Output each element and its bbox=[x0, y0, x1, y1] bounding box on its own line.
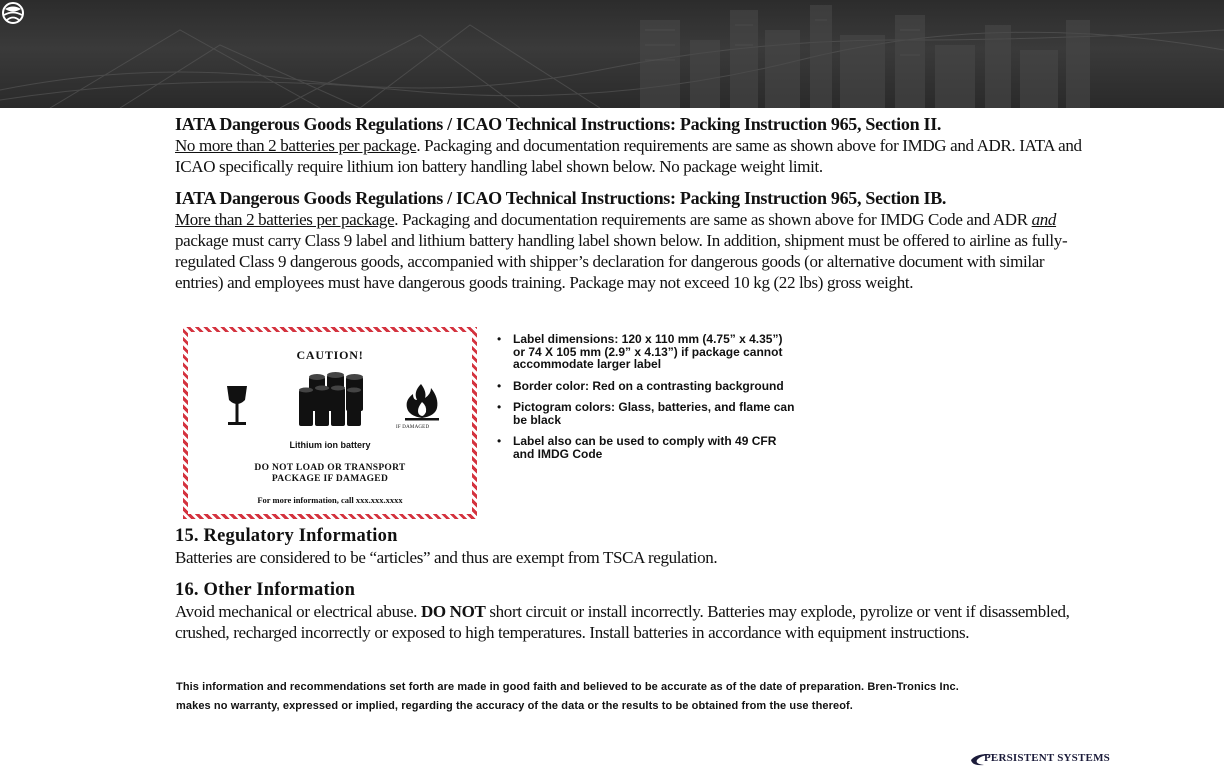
section-16-body bbox=[175, 601, 1090, 643]
label-battery-type: Lithium ion battery bbox=[289, 440, 371, 450]
section-15-body: Batteries are considered to be “articles” and thus are exempt from TSCA regulation. bbox=[175, 548, 718, 567]
section-ii-body bbox=[175, 135, 1090, 177]
label-note: • Border color: Red on a contrasting background bbox=[497, 380, 797, 393]
section-ii-text: . Packaging and documentation requirements are same as shown above for IMDG and ADR. IATA and ICAO specifically require lithium ion battery handling label shown below. No package weight limit. bbox=[175, 136, 1082, 176]
label-notes-list bbox=[497, 333, 797, 469]
label-warning-line1: DO NOT LOAD OR TRANSPORT bbox=[254, 463, 406, 473]
header-banner bbox=[0, 0, 1224, 108]
wine-glass-icon bbox=[224, 384, 250, 430]
section-16-text-1: Avoid mechanical or electrical abuse. bbox=[175, 602, 421, 621]
stylized-globe-icon bbox=[0, 0, 26, 26]
section-16 bbox=[175, 579, 1090, 643]
label-if-damaged: IF DAMAGED bbox=[396, 425, 430, 430]
label-note: • Pictogram colors: Glass, batteries, and flame can be black bbox=[497, 401, 797, 426]
batteries-icon bbox=[295, 372, 367, 428]
section-16-text-2: short circuit or install incorrectly. Batteries may explode, pyrolize or vent if disassembled, crushed, recharged incorrectly or exposed to high temperatures. Install batteries in accordance with equipment instructions. bbox=[175, 602, 1070, 642]
section-ii-limit: No more than 2 batteries per package bbox=[175, 136, 417, 155]
label-warning bbox=[188, 463, 472, 485]
label-more-info: For more information, call xxx.xxx.xxxx bbox=[257, 495, 403, 505]
section-ib-heading: IATA Dangerous Goods Regulations / ICAO Technical Instructions: Packing Instruction 965, Section IB. bbox=[175, 188, 947, 208]
label-caution: CAUTION! bbox=[296, 348, 364, 362]
section-ib-and: and bbox=[1031, 210, 1057, 229]
section-16-emphasis: DO NOT bbox=[420, 602, 486, 621]
persistent-systems-logo bbox=[970, 750, 1120, 770]
disclaimer-line2: makes no warranty, expressed or implied, regarding the accuracy of the data or the results to be obtained from the use thereof. bbox=[176, 700, 853, 712]
iata-sections bbox=[175, 113, 1090, 293]
flame-icon bbox=[401, 382, 443, 422]
footer-company-name: PERSISTENT SYSTEMS bbox=[984, 752, 1110, 764]
disclaimer bbox=[176, 678, 1091, 716]
disclaimer-line1: This information and recommendations set forth are made in good faith and believed to be accurate as of the date of preparation. Bren-Tronics Inc. bbox=[176, 681, 959, 693]
section-16-heading: 16. Other Information bbox=[175, 580, 356, 600]
label-note: • Label dimensions: 120 x 110 mm (4.75” x 4.35”) or 74 X 105 mm (2.9” x 4.13”) if package cannot accommodate larger label bbox=[497, 333, 797, 371]
lithium-battery-handling-label bbox=[183, 327, 477, 519]
section-ii-heading: IATA Dangerous Goods Regulations / ICAO Technical Instructions: Packing Instruction 965, Section II. bbox=[175, 114, 942, 134]
section-ib-body bbox=[175, 209, 1090, 293]
section-ib-limit: More than 2 batteries per package bbox=[175, 210, 395, 229]
section-15 bbox=[175, 525, 1090, 568]
section-ib-text-2: package must carry Class 9 label and lithium battery handling label shown below. In addition, shipment must be offered to airline as fully-regulated Class 9 dangerous goods, accompanied with shipper’s declaration for dangerous goods (or alternative document with similar entries) and employees must have dangerous goods training. Package may not exceed 10 kg (22 lbs) gross weight. bbox=[175, 231, 1068, 292]
section-15-heading: 15. Regulatory Information bbox=[175, 526, 398, 546]
label-note: • Label also can be used to comply with 49 CFR and IMDG Code bbox=[497, 435, 797, 460]
section-ib-text-1: . Packaging and documentation requirements are same as shown above for IMDG Code and ADR bbox=[394, 210, 1032, 229]
city-skyline-graphic bbox=[0, 0, 1224, 108]
label-warning-line2: PACKAGE IF DAMAGED bbox=[271, 474, 389, 484]
